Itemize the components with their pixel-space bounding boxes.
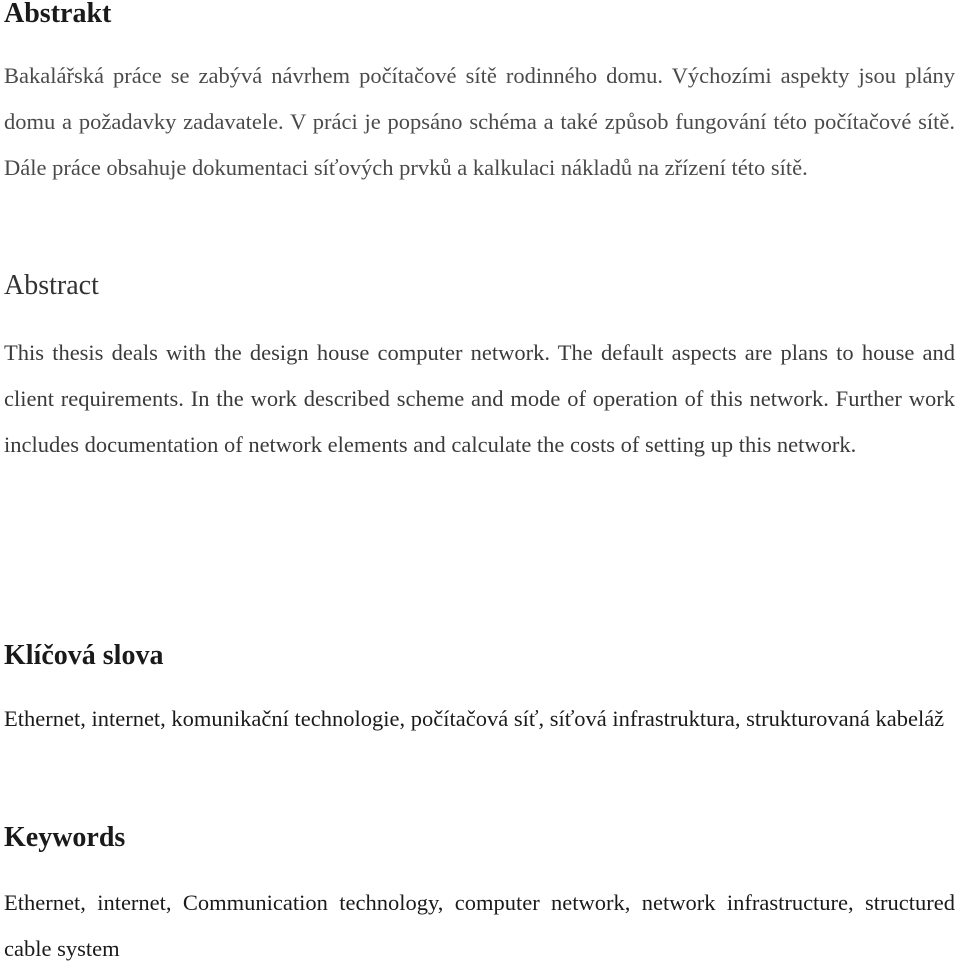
heading-keywords: Keywords bbox=[4, 822, 126, 853]
heading-abstract: Abstract bbox=[4, 270, 99, 301]
paragraph-klicova-slova: Ethernet, internet, komunikační technologie, počítačová síť, síťová infrastruktura, strukturovaná kabeláž bbox=[4, 706, 945, 731]
paragraph-abstract: This thesis deals with the design house computer network. The default aspects are plans to house and client requirements. In the work described scheme and mode of operation of this network. Further work includes documentation of network elements and calculate the costs of setting up this network. bbox=[4, 340, 955, 457]
paragraph-abstrakt: Bakalářská práce se zabývá návrhem počítačové sítě rodinného domu. Výchozími aspekty jsou plány domu a požadavky zadavatele. V práci je popsáno schéma a také způsob fungování této počítačové sítě. Dále práce obsahuje dokumentaci síťových prvků a kalkulaci nákladů na zřízení této sítě. bbox=[4, 63, 955, 180]
heading-klicova-slova: Klíčová slova bbox=[4, 640, 164, 671]
paragraph-keywords: Ethernet, internet, Communication technology, computer network, network infrastructure, structured cable system bbox=[4, 890, 955, 961]
heading-abstrakt: Abstrakt bbox=[4, 0, 112, 29]
